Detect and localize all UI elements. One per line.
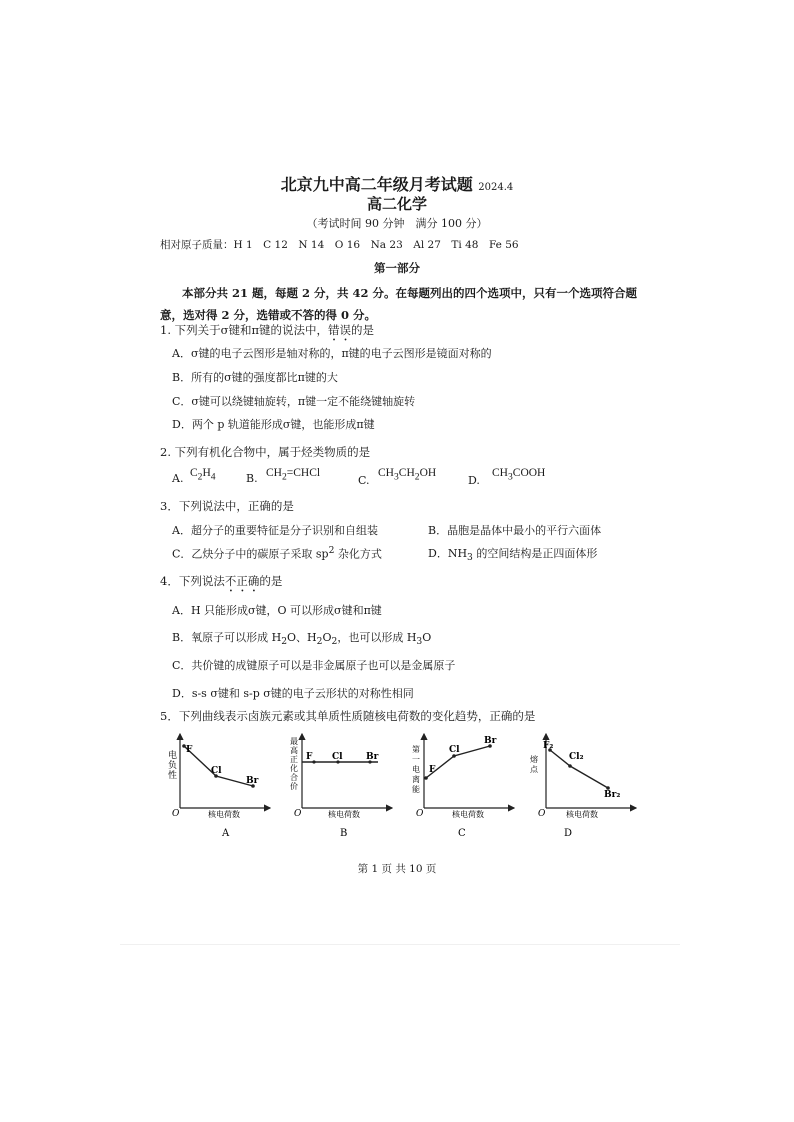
chart-a-ylabel-2: 性 xyxy=(168,771,178,781)
q3-option-d: D．$NH_3$ 的空间结构是正四面体形 xyxy=(428,547,598,564)
chart-c xyxy=(412,734,514,839)
exam-title xyxy=(0,172,794,195)
chart-c-ylabel-4: 能 xyxy=(412,785,420,794)
chart-a-origin: O xyxy=(172,809,180,819)
q4-option-a: A．H 只能形成σ键，O 可以形成σ键和π键 xyxy=(172,604,382,617)
chart-c-ylabel-3: 离 xyxy=(412,775,420,784)
chart-c-xlabel: 核电荷数 xyxy=(452,810,484,819)
q2-letter-b: B. xyxy=(246,472,258,485)
chart-d-ylabel-0: 熔 xyxy=(530,755,538,764)
chart-a-label-br: Br xyxy=(246,776,259,786)
q4-option-c: C．共价键的成键原子可以是非金属原子也可以是金属原子 xyxy=(172,659,456,672)
page-footer: 第 1 页 共 10 页 xyxy=(357,863,437,875)
q1-stem-emphasis: 错误 xyxy=(328,323,352,337)
chart-b-origin: O xyxy=(294,809,302,819)
chart-d-label-f2: F₂ xyxy=(543,741,554,751)
chart-b-ylabel-2: 正 xyxy=(290,755,298,764)
chart-c-ylabel-2: 电 xyxy=(412,765,420,774)
chart-b-ylabel-0: 最 xyxy=(290,737,298,746)
exam-date: 2024.4 xyxy=(478,182,514,193)
chart-b-label-cl: Cl xyxy=(332,752,343,762)
chart-b-label-f: F xyxy=(306,752,313,762)
exam-time-info: （考试时间 90 分钟 满分 100 分） xyxy=(306,217,488,230)
chart-b-label-br: Br xyxy=(366,752,379,762)
q1-stem-a: 1. 下列关于σ键和π键的说法中， xyxy=(160,323,329,337)
atomic-masses: 相对原子质量：H 1 C 12 N 14 O 16 Na 23 Al 27 Ti 48 Fe 56 xyxy=(160,239,519,251)
chart-b-xlabel: 核电荷数 xyxy=(328,810,360,819)
chart-d-ylabel-1: 点 xyxy=(530,765,538,774)
q1-option-b: B．所有的σ键的强度都比π键的大 xyxy=(172,371,338,384)
q1-option-c: C．σ键可以绕键轴旋转，π键一定不能绕键轴旋转 xyxy=(172,395,416,408)
chart-d-point-cl2 xyxy=(568,764,572,768)
chart-d-xlabel: 核电荷数 xyxy=(566,810,598,819)
q4-stem-emphasis: 不正确 xyxy=(224,574,260,588)
exam-title-text: 北京九中高二年级月考试题 xyxy=(280,175,473,194)
chart-b-ylabel-3: 化 xyxy=(290,764,298,773)
q2-formula-b: $CH_2=CHCl$ xyxy=(266,467,321,483)
chart-a-letter: A xyxy=(222,828,230,839)
q2-formula-a: $C_2H_4$ xyxy=(190,467,216,483)
chart-a-xlabel: 核电荷数 xyxy=(208,810,240,819)
chart-b-ylabel-5: 价 xyxy=(290,782,298,791)
q3-option-a: A．超分子的重要特征是分子识别和自组装 xyxy=(172,524,378,537)
question-2-stem: 2. 下列有机化合物中，属于烃类物质的是 xyxy=(160,445,371,459)
chart-d-origin: O xyxy=(538,809,546,819)
question-4-stem: 4．下列说法不正确的是 xyxy=(160,574,283,588)
q4-option-d: D．s-s σ键和 s-p σ键的电子云形状的对称性相同 xyxy=(172,687,414,700)
page-divider xyxy=(120,944,680,945)
chart-a xyxy=(168,734,270,839)
chart-d-letter: D xyxy=(564,828,573,839)
question-1-stem xyxy=(160,322,374,344)
chart-d-label-br2: Br₂ xyxy=(604,790,621,800)
chart-b-letter: B xyxy=(340,828,348,839)
q3-option-b: B．晶胞是晶体中最小的平行六面体 xyxy=(428,524,602,537)
chart-a-ylabel-0: 电 xyxy=(168,751,178,761)
chart-a-label-cl: Cl xyxy=(211,766,222,776)
exam-subject: 高二化学 xyxy=(366,195,427,213)
chart-b-ylabel-1: 高 xyxy=(290,746,298,755)
chart-d xyxy=(530,734,636,839)
q2-formula-c: $CH_3CH_2OH$ xyxy=(378,467,437,483)
question-3-stem: 3．下列说法中，正确的是 xyxy=(160,499,294,513)
instructions: 本部分共 21 题，每题 2 分，共 42 分。在每题列出的四个选项中，只有一个选项符合题意，选对得 2 分，选错或不答的得 0 分。 xyxy=(160,286,638,322)
chart-b xyxy=(290,734,392,839)
chart-c-ylabel-0: 第 xyxy=(412,745,420,754)
q3-option-c: C．乙炔分子中的碳原子采取 $sp^2$ 杂化方式 xyxy=(172,545,382,561)
q5-charts xyxy=(160,728,640,840)
q4-option-b: B．氧原子可以形成 $H_2O$、$H_2O_2$，也可以形成 $H_3O$ xyxy=(172,631,432,648)
chart-c-label-br: Br xyxy=(484,736,497,746)
q2-formula-d: $CH_3COOH$ xyxy=(492,467,546,483)
q1-option-a: A．σ键的电子云图形是轴对称的，π键的电子云图形是镜面对称的 xyxy=(172,347,492,360)
chart-c-letter: C xyxy=(458,828,466,839)
q1-option-d: D．两个 p 轨道能形成σ键，也能形成π键 xyxy=(172,418,375,431)
chart-c-origin: O xyxy=(416,809,424,819)
chart-a-label-f: F xyxy=(186,745,193,755)
chart-d-label-cl2: Cl₂ xyxy=(569,752,584,762)
chart-c-label-cl: Cl xyxy=(449,745,460,755)
q2-letter-d: D. xyxy=(468,474,480,487)
chart-b-point-f xyxy=(312,760,315,763)
q1-stem-c: 的是 xyxy=(351,323,375,337)
chart-a-ylabel-1: 负 xyxy=(168,761,178,771)
chart-c-label-f: F xyxy=(429,765,436,775)
chart-c-ylabel-1: 一 xyxy=(412,755,420,764)
part-title: 第一部分 xyxy=(374,261,420,275)
question-5-stem: 5．下列曲线表示卤族元素或其单质性质随核电荷数的变化趋势，正确的是 xyxy=(160,709,536,723)
chart-c-point-f xyxy=(424,776,428,780)
q2-letter-a: A. xyxy=(172,472,184,485)
q2-letter-c: C. xyxy=(358,474,370,487)
chart-b-ylabel-4: 合 xyxy=(290,773,298,782)
